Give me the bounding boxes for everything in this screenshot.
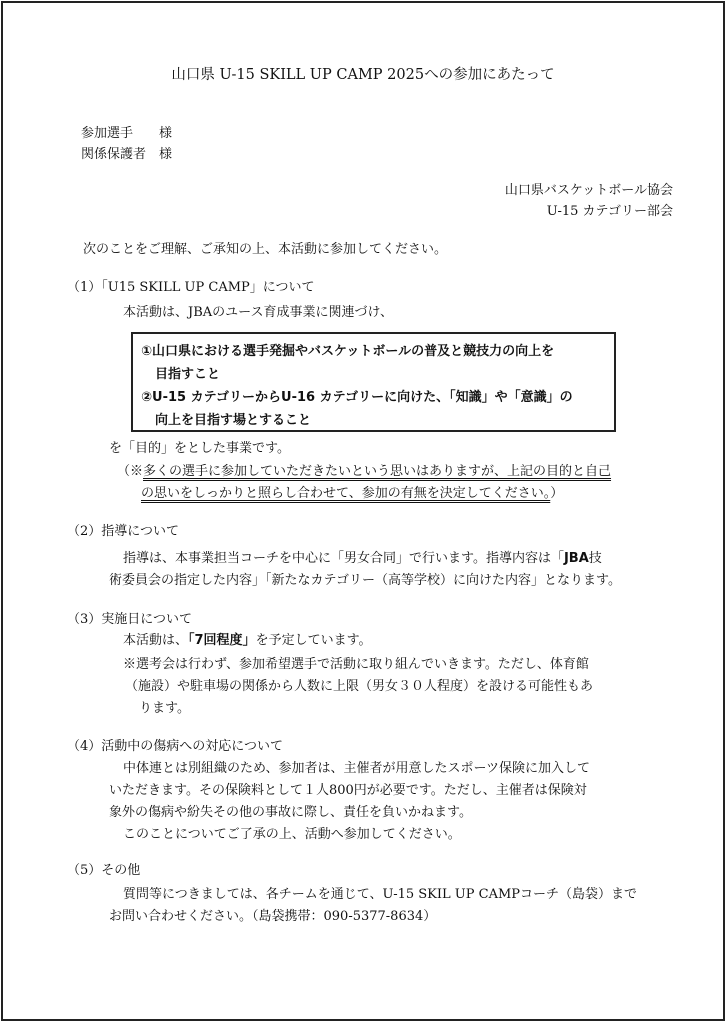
goal-1-line2: 目指すこと bbox=[155, 367, 221, 382]
addressee-guardians: 関係保護者 様 bbox=[81, 147, 173, 162]
section-3-heading: （3）実施日について bbox=[67, 612, 193, 627]
goal-2-line1: ②U-15 カテゴリーからU-16 カテゴリーに向けた、「知識」や「意識」の bbox=[141, 390, 573, 405]
note-open: （※ bbox=[117, 464, 144, 479]
section-3-note2: （施設）や駐車場の関係から人数に上限（男女３０人程度）を設ける可能性もあ bbox=[125, 679, 594, 694]
section-4-line1: 中体連とは別組織のため、参加者は、主催者が用意したスポーツ保険に加入して bbox=[123, 761, 590, 776]
goals-box bbox=[131, 332, 616, 432]
section-3-line1 bbox=[123, 631, 372, 651]
s3-line1-post: を予定しています。 bbox=[255, 633, 372, 648]
section-4-heading: （4）活動中の傷病への対応について bbox=[67, 739, 284, 754]
s2-line1-bold: JBA bbox=[563, 551, 589, 566]
goal-2-line2: 向上を目指す場とすること bbox=[155, 413, 312, 428]
section-4-line3: 象外の傷病や紛失その他の事故に際し、責任を負いかねます。 bbox=[109, 805, 472, 820]
s2-line1-pre: 指導は、本事業担当コーチを中心に「男女合同」で行います。指導内容は「 bbox=[123, 551, 564, 566]
section-4-line2: いただきます。その保険料として１人800円が必要です。ただし、主催者は保険対 bbox=[109, 783, 587, 798]
document-title: 山口県 U-15 SKILL UP CAMP 2025への参加にあたって bbox=[171, 67, 555, 83]
sender-department: U-15 カテゴリー部会 bbox=[546, 204, 673, 219]
goal-1-line1: ①山口県における選手発掘やバスケットボールの普及と競技力の向上を bbox=[141, 344, 555, 359]
note-text-1: 多くの選手に参加していただきたいという思いはありますが、上記の目的と自己 bbox=[143, 464, 612, 479]
s3-line1-pre: 本活動は、 bbox=[123, 633, 189, 648]
section-1-note-line1 bbox=[117, 462, 611, 482]
s3-line1-bold: 「7回程度」 bbox=[188, 633, 256, 648]
section-2-line2: 術委員会の指定した内容」「新たなカテゴリー（高等学校）に向けた内容」となります。 bbox=[109, 573, 621, 588]
section-1-heading: （1）「U15 SKILL UP CAMP」について bbox=[67, 280, 315, 295]
section-3-note3: ります。 bbox=[139, 701, 190, 716]
section-1-lead: 本活動は、JBAのユース育成事業に関連づけ、 bbox=[123, 305, 393, 320]
section-4-line4: このことについてご了承の上、活動へ参加してください。 bbox=[123, 827, 461, 842]
section-3-note1: ※選考会は行わず、参加希望選手で活動に取り組んでいきます。ただし、体育館 bbox=[123, 657, 589, 672]
section-2-line1 bbox=[123, 549, 602, 569]
intro-text: 次のことをご理解、ご承知の上、本活動に参加してください。 bbox=[83, 242, 448, 257]
sender-organization: 山口県バスケットボール協会 bbox=[504, 183, 673, 198]
note-close: ） bbox=[550, 486, 564, 501]
s2-line1-post: 技 bbox=[588, 551, 602, 566]
section-5-line2: お問い合わせください。（島袋携帯：090-5377-8634） bbox=[109, 909, 437, 924]
section-2-heading: （2）指導について bbox=[67, 524, 180, 539]
document-page bbox=[1, 1, 725, 1021]
section-1-note-line2 bbox=[141, 484, 563, 504]
section-5-line1: 質問等につきましては、各チームを通じて、U-15 SKIL UP CAMPコーチ（島袋）まで bbox=[123, 887, 638, 902]
note-text-2: の思いをしっかりと照らし合わせて、参加の有無を決定してください。 bbox=[141, 486, 551, 501]
section-5-heading: （5）その他 bbox=[67, 863, 141, 878]
section-1-purpose: を「目的」をとした事業です。 bbox=[109, 441, 290, 456]
addressee-players: 参加選手 様 bbox=[81, 126, 173, 141]
